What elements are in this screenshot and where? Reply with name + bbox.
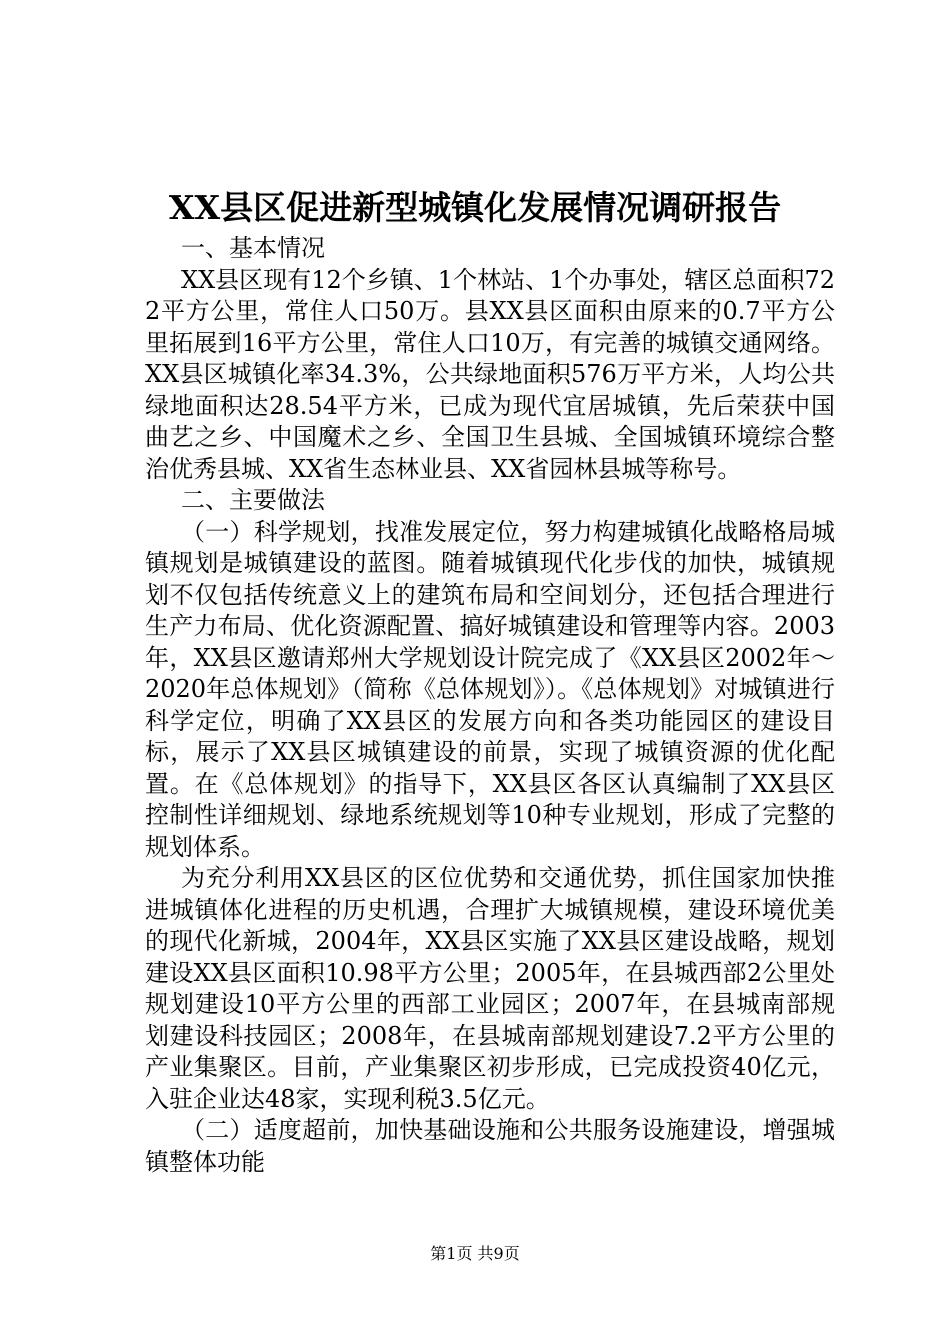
document-body bbox=[145, 233, 835, 1178]
section-heading-basic-situation: 一、基本情况 bbox=[181, 234, 325, 262]
paragraph-scientific-planning: （一）科学规划，找准发展定位，努力构建城镇化战略格局城镇规划是城镇建设的蓝图。随着城镇现代化步伐的加快，城镇规划不仅包括传统意义上的建筑布局和空间划分，还包括合理进行生产力布局、优化资源配置、搞好城镇建设和管理等内容。2003年，XX县区邀请郑州大学规划设计院完成了《XX县区2002年～2020年总体规划》（简称《总体规划》）。《总体规划》对城镇进行科学定位，明确了XX县区的发展方向和各类功能园区的建设目标，展示了XX县区城镇建设的前景，实现了城镇资源的优化配置。在《总体规划》的指导下，XX县区各区认真编制了XX县区控制性详细规划、绿地系统规划等10种专业规划，形成了完整的规划体系。 bbox=[145, 517, 835, 861]
paragraph-location-advantage: 为充分利用XX县区的区位优势和交通优势，抓住国家加快推进城镇体化进程的历史机遇，合理扩大城镇规模，建设环境优美的现代化新城，2004年，XX县区实施了XX县区建设战略，规划建设XX县区面积10.98平方公里；2005年，在县城西部2公里处规划建设10平方公里的西部工业园区；2007年，在县城南部规划建设科技园区；2008年，在县城南部规划建设7.2平方公里的产业集聚区。目前，产业集聚区初步形成，已完成投资40亿元，入驻企业达48家，实现利税3.5亿元。 bbox=[145, 864, 835, 1113]
section-heading-main-practices: 二、主要做法 bbox=[181, 486, 325, 514]
paragraph-basic-situation: XX县区现有12个乡镇、1个林站、1个办事处，辖区总面积722平方公里，常住人口50万。县XX县区面积由原来的0.7平方公里拓展到16平方公里，常住人口10万，有完善的城镇交通网络。XX县区城镇化率34.3%，公共绿地面积576万平方米，人均公共绿地面积达28.54平方米，已成为现代宜居城镇，先后荣获中国曲艺之乡、中国魔术之乡、全国卫生县城、全国城镇环境综合整治优秀县城、XX省生态林业县、XX省园林县城等称号。 bbox=[145, 265, 835, 483]
paragraph-infrastructure: （二）适度超前，加快基础设施和公共服务设施建设，增强城镇整体功能 bbox=[145, 1116, 835, 1176]
document-title: XX县区促进新型城镇化发展情况调研报告 bbox=[168, 188, 782, 227]
page-footer: 第1页 共9页 bbox=[430, 1244, 520, 1263]
